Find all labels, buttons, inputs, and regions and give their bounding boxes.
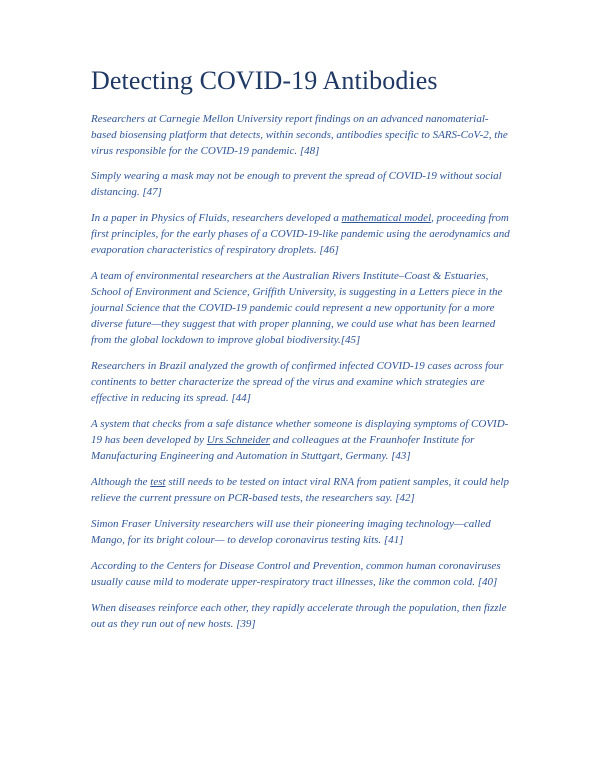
- entry-41: Simon Fraser University researchers will use their pioneering imaging technology—called Mango, for its bright colour— to develop coronavirus testing kits. [41]: [91, 518, 491, 546]
- entry-39: When diseases reinforce each other, they rapidly accelerate through the population, then fizzle out as they run out of new hosts. [39]: [91, 602, 507, 630]
- test-link[interactable]: test: [150, 476, 166, 488]
- page-title: Detecting COVID-19 Antibodies: [91, 66, 438, 95]
- entry-42: [91, 474, 511, 506]
- entry-47: Simply wearing a mask may not be enough to prevent the spread of COVID-19 without social distancing. [47]: [91, 170, 502, 198]
- entry-43: [91, 416, 511, 464]
- entry-42-text-after: still needs to be tested on intact viral RNA from patient samples, it could help relieve the current pressure on PCR-based tests, the researchers say. [42]: [91, 476, 509, 504]
- entry-48: Researchers at Carnegie Mellon University report findings on an advanced nanomaterial-based biosensing platform that detects, within seconds, antibodies specific to SARS-CoV-2, the virus responsible for the COVID-19 pandemic. [48]: [91, 113, 508, 157]
- entry-45: A team of environmental researchers at the Australian Rivers Institute–Coast & Estuaries, School of Environment and Science, Griffith University, is suggesting in a Letters piece in the journal Science that the COVID-19 pandemic could represent a new opportunity for a more diverse future—they suggest that with proper planning, we could use what has been learned from the global lockdown to improve global biodiversity.[45]: [91, 270, 503, 346]
- mathematical-model-link[interactable]: mathematical model: [341, 212, 432, 224]
- entry-42-text-before: Although the: [91, 476, 151, 488]
- entry-46-text-before: In a paper in Physics of Fluids, researchers developed a: [91, 212, 342, 224]
- entry-46-text-after: , proceeding from first principles, for the early phases of a COVID-19-like pandemic using the aerodynamics and evaporation characteristics of respiratory droplets. [46]: [91, 212, 510, 256]
- entry-40: According to the Centers for Disease Control and Prevention, common human coronaviruses usually cause mild to moderate upper-respiratory tract illnesses, like the common cold. [40]: [91, 560, 501, 588]
- entry-46: [91, 210, 511, 258]
- urs-schneider-link[interactable]: Urs Schneider: [206, 434, 271, 446]
- entries-list: [91, 111, 511, 642]
- entry-44: Researchers in Brazil analyzed the growth of confirmed infected COVID-19 cases across four continents to better characterize the spread of the virus and examine which strategies are effective in reducing its spread. [44]: [91, 360, 504, 404]
- entry-43-text-after: and colleagues at the Fraunhofer Institute for Manufacturing Engineering and Automation in Stuttgart, Germany. [43]: [91, 434, 475, 462]
- entry-43-text-before: A system that checks from a safe distance whether someone is displaying symptoms of COVID-19 has been developed by: [91, 418, 509, 446]
